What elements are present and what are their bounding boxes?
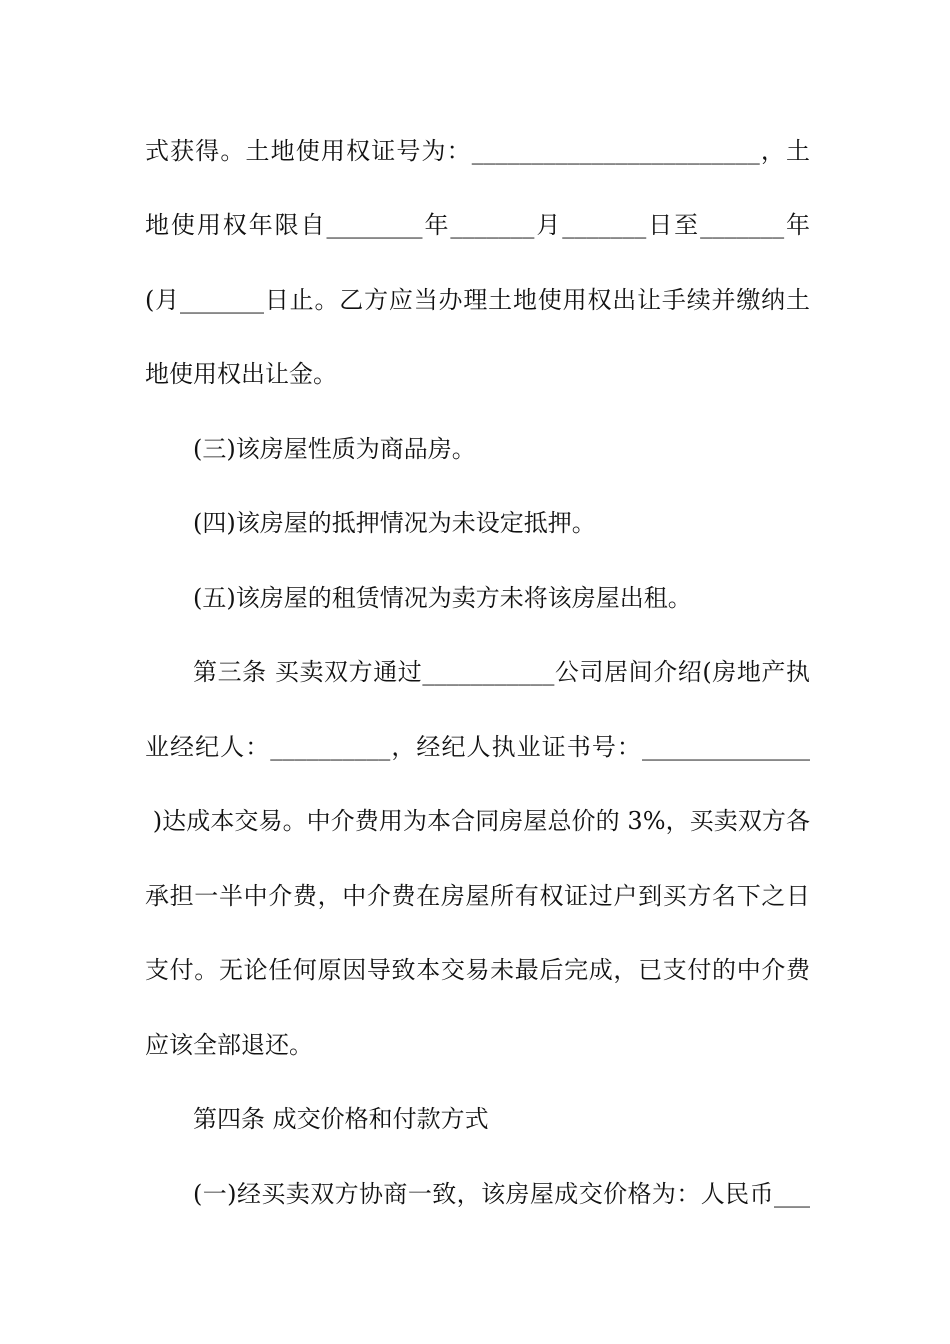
paragraph-line-2: 地使用权年限自________年_______月_______日至_______年 — [145, 211, 810, 239]
article-3-line-3: )达成本交易。中介费用为本合同房屋总价的 3%，买卖双方各 — [145, 807, 810, 835]
clause-5-line: (五)该房屋的租赁情况为卖方未将该房屋出租。 — [193, 584, 692, 612]
paragraph-line-1: 式获得。土地使用权证号为：________________________，土 — [145, 137, 810, 165]
article-3-line-6: 应该全部退还。 — [145, 1031, 313, 1059]
article-4-clause-1-line: (一)经买卖双方协商一致，该房屋成交价格为：人民币___ — [193, 1180, 810, 1208]
paragraph-line-3: (月_______日止。乙方应当办理土地使用权出让手续并缴纳土 — [145, 286, 810, 314]
paragraph-line-4: 地使用权出让金。 — [145, 360, 337, 388]
article-3-line-1: 第三条 买卖双方通过___________公司居间介绍(房地产执 — [193, 658, 810, 686]
clause-4-line: (四)该房屋的抵押情况为未设定抵押。 — [193, 509, 596, 537]
article-3-line-4: 承担一半中介费，中介费在房屋所有权证过户到买方名下之日 — [145, 882, 810, 910]
article-4-heading: 第四条 成交价格和付款方式 — [193, 1105, 489, 1133]
article-3-line-5: 支付。无论任何原因导致本交易未最后完成，已支付的中介费 — [145, 956, 810, 984]
article-3-line-2: 业经纪人：__________，经纪人执业证书号：______________ — [145, 733, 810, 761]
clause-3-line: (三)该房屋性质为商品房。 — [193, 435, 476, 463]
